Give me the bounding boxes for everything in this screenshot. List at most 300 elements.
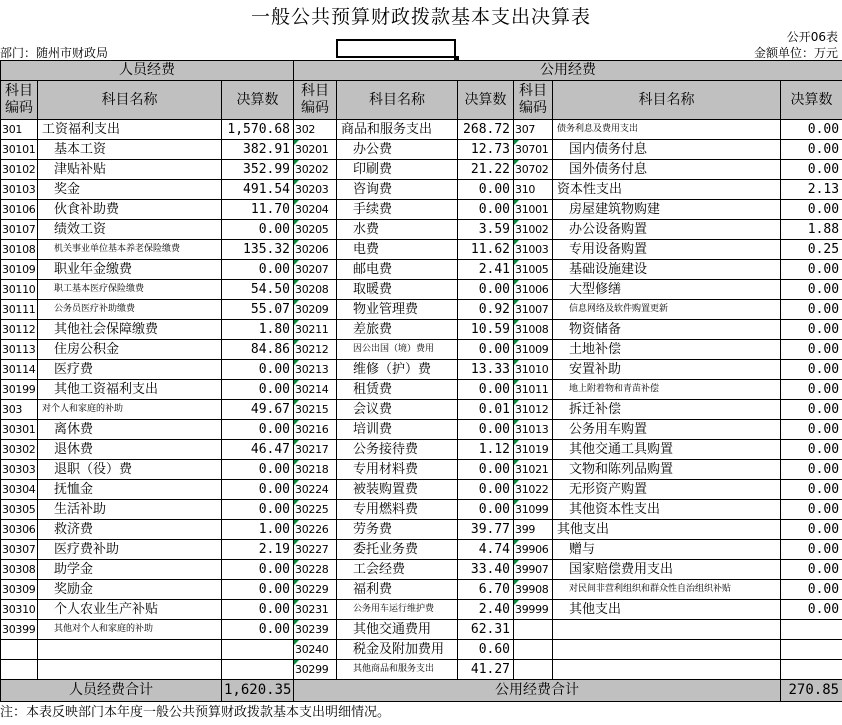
amount-cell: 135.32 bbox=[222, 240, 294, 260]
code-cell bbox=[1, 660, 38, 680]
report-title: 一般公共预算财政拨款基本支出决算表 bbox=[250, 6, 591, 28]
table-row bbox=[1, 260, 842, 280]
code-cell: 30212 bbox=[294, 340, 337, 360]
name-cell: 公务用车运行维护费 bbox=[337, 600, 458, 620]
name-cell: 维修（护）费 bbox=[337, 360, 458, 380]
amount-cell: 39.77 bbox=[458, 520, 514, 540]
amount-cell: 0.00 bbox=[222, 560, 294, 580]
amount-cell: 0.00 bbox=[781, 400, 842, 420]
name-cell: 离休费 bbox=[38, 420, 222, 440]
name-cell: 其他对个人和家庭的补助 bbox=[38, 620, 222, 640]
amount-cell: 0.00 bbox=[781, 300, 842, 320]
code-cell: 30231 bbox=[294, 600, 337, 620]
code-cell: 30218 bbox=[294, 460, 337, 480]
amount-cell: 4.74 bbox=[458, 540, 514, 560]
name-cell bbox=[38, 640, 222, 660]
name-cell: 医疗费补助 bbox=[38, 540, 222, 560]
amount-cell: 33.40 bbox=[458, 560, 514, 580]
name-cell: 赠与 bbox=[553, 540, 781, 560]
code-cell: 399 bbox=[514, 520, 553, 540]
amount-cell bbox=[781, 620, 842, 640]
amount-cell: 0.00 bbox=[781, 140, 842, 160]
code-cell: 30228 bbox=[294, 560, 337, 580]
amount-cell: 0.00 bbox=[781, 360, 842, 380]
name-cell: 咨询费 bbox=[337, 180, 458, 200]
amount-cell: 0.60 bbox=[458, 640, 514, 660]
code-cell: 30299 bbox=[294, 660, 337, 680]
col-header-amount: 决算数 bbox=[781, 81, 842, 120]
code-cell: 30199 bbox=[1, 380, 38, 400]
amount-cell: 0.00 bbox=[458, 340, 514, 360]
col-header-code: 科目编码 bbox=[514, 81, 553, 120]
table-row bbox=[1, 180, 842, 200]
personnel-total-label: 人员经费合计 bbox=[1, 680, 222, 702]
code-cell: 31003 bbox=[514, 240, 553, 260]
name-cell: 奖励金 bbox=[38, 580, 222, 600]
amount-cell: 0.00 bbox=[781, 260, 842, 280]
code-cell: 31008 bbox=[514, 320, 553, 340]
amount-cell: 0.00 bbox=[458, 420, 514, 440]
name-cell: 劳务费 bbox=[337, 520, 458, 540]
name-cell: 救济费 bbox=[38, 520, 222, 540]
table-row bbox=[1, 200, 842, 220]
code-cell: 31013 bbox=[514, 420, 553, 440]
table-row bbox=[1, 140, 842, 160]
amount-cell: 1.80 bbox=[222, 320, 294, 340]
amount-cell: 0.92 bbox=[458, 300, 514, 320]
amount-cell: 46.47 bbox=[222, 440, 294, 460]
amount-cell: 2.19 bbox=[222, 540, 294, 560]
name-cell bbox=[553, 640, 781, 660]
name-cell: 土地补偿 bbox=[553, 340, 781, 360]
amount-cell: 0.00 bbox=[222, 620, 294, 640]
amount-cell: 3.59 bbox=[458, 220, 514, 240]
form-number: 公开06表 bbox=[786, 30, 838, 44]
col-header-code: 科目编码 bbox=[294, 81, 337, 120]
name-cell: 其他资本性支出 bbox=[553, 500, 781, 520]
code-cell bbox=[514, 620, 553, 640]
name-cell: 无形资产购置 bbox=[553, 480, 781, 500]
name-cell: 差旅费 bbox=[337, 320, 458, 340]
col-header-name: 科目名称 bbox=[38, 81, 222, 120]
code-cell: 30303 bbox=[1, 460, 38, 480]
name-cell: 生活补助 bbox=[38, 500, 222, 520]
code-cell: 30111 bbox=[1, 300, 38, 320]
code-cell: 30201 bbox=[294, 140, 337, 160]
public-section-header: 公用经费 bbox=[294, 61, 842, 81]
name-cell: 物业管理费 bbox=[337, 300, 458, 320]
amount-cell: 0.00 bbox=[458, 180, 514, 200]
name-cell: 奖金 bbox=[38, 180, 222, 200]
code-cell bbox=[514, 640, 553, 660]
amount-cell bbox=[781, 660, 842, 680]
code-cell: 30304 bbox=[1, 480, 38, 500]
code-cell: 30226 bbox=[294, 520, 337, 540]
code-cell: 30211 bbox=[294, 320, 337, 340]
unit-label: 金额单位：万元 bbox=[753, 46, 838, 60]
amount-cell: 0.00 bbox=[781, 480, 842, 500]
code-cell: 30308 bbox=[1, 560, 38, 580]
code-cell: 31022 bbox=[514, 480, 553, 500]
code-cell: 30107 bbox=[1, 220, 38, 240]
amount-cell: 268.72 bbox=[458, 120, 514, 140]
code-cell: 30205 bbox=[294, 220, 337, 240]
code-cell: 31009 bbox=[514, 340, 553, 360]
amount-cell: 0.00 bbox=[222, 500, 294, 520]
name-cell: 会议费 bbox=[337, 400, 458, 420]
amount-cell bbox=[781, 640, 842, 660]
name-cell: 办公费 bbox=[337, 140, 458, 160]
name-cell: 办公设备购置 bbox=[553, 220, 781, 240]
code-cell: 30204 bbox=[294, 200, 337, 220]
code-cell: 30101 bbox=[1, 140, 38, 160]
col-header-name: 科目名称 bbox=[337, 81, 458, 120]
table-row bbox=[1, 560, 842, 580]
name-cell: 其他工资福利支出 bbox=[38, 380, 222, 400]
code-cell: 30216 bbox=[294, 420, 337, 440]
name-cell: 机关事业单位基本养老保险缴费 bbox=[38, 240, 222, 260]
name-cell: 对个人和家庭的补助 bbox=[38, 400, 222, 420]
name-cell: 国内债务付息 bbox=[553, 140, 781, 160]
table-row bbox=[1, 440, 842, 460]
amount-cell: 0.00 bbox=[781, 580, 842, 600]
amount-cell: 352.99 bbox=[222, 160, 294, 180]
code-cell: 30114 bbox=[1, 360, 38, 380]
code-cell: 302 bbox=[294, 120, 337, 140]
code-cell: 31001 bbox=[514, 200, 553, 220]
personnel-total-value: 1,620.35 bbox=[222, 680, 294, 702]
name-cell: 对民间非营利组织和群众性自治组织补贴 bbox=[553, 580, 781, 600]
name-cell: 福利费 bbox=[337, 580, 458, 600]
code-cell: 31019 bbox=[514, 440, 553, 460]
col-header-name: 科目名称 bbox=[553, 81, 781, 120]
code-cell: 30103 bbox=[1, 180, 38, 200]
code-cell: 30207 bbox=[294, 260, 337, 280]
name-cell: 基础设施建设 bbox=[553, 260, 781, 280]
table-row bbox=[1, 600, 842, 620]
code-cell: 39907 bbox=[514, 560, 553, 580]
name-cell: 退职（役）费 bbox=[38, 460, 222, 480]
name-cell: 国家赔偿费用支出 bbox=[553, 560, 781, 580]
footnote: 注：本表反映部门本年度一般公共预算财政拨款基本支出明细情况。 bbox=[0, 705, 391, 720]
name-cell: 绩效工资 bbox=[38, 220, 222, 240]
amount-cell: 0.00 bbox=[781, 280, 842, 300]
amount-cell: 2.40 bbox=[458, 600, 514, 620]
amount-cell: 0.00 bbox=[458, 480, 514, 500]
code-cell: 30227 bbox=[294, 540, 337, 560]
table-row bbox=[1, 620, 842, 640]
table-row bbox=[1, 240, 842, 260]
table-row bbox=[1, 300, 842, 320]
table-row bbox=[1, 320, 842, 340]
amount-cell: 0.00 bbox=[781, 440, 842, 460]
code-cell: 31005 bbox=[514, 260, 553, 280]
name-cell: 公务员医疗补助缴费 bbox=[38, 300, 222, 320]
col-header-amount: 决算数 bbox=[458, 81, 514, 120]
code-cell: 30106 bbox=[1, 200, 38, 220]
amount-cell: 0.00 bbox=[222, 420, 294, 440]
code-cell: 30217 bbox=[294, 440, 337, 460]
amount-cell: 0.00 bbox=[781, 320, 842, 340]
table-row bbox=[1, 280, 842, 300]
amount-cell: 0.00 bbox=[781, 520, 842, 540]
name-cell: 其他支出 bbox=[553, 600, 781, 620]
code-cell: 30307 bbox=[1, 540, 38, 560]
selected-cell[interactable] bbox=[336, 39, 456, 58]
code-cell: 31006 bbox=[514, 280, 553, 300]
amount-cell: 2.41 bbox=[458, 260, 514, 280]
code-cell: 30240 bbox=[294, 640, 337, 660]
name-cell: 其他交通费用 bbox=[337, 620, 458, 640]
name-cell: 水费 bbox=[337, 220, 458, 240]
amount-cell: 0.00 bbox=[458, 460, 514, 480]
code-cell: 30102 bbox=[1, 160, 38, 180]
code-cell: 30112 bbox=[1, 320, 38, 340]
table-row bbox=[1, 500, 842, 520]
table-row bbox=[1, 360, 842, 380]
name-cell: 税金及附加费用 bbox=[337, 640, 458, 660]
col-header-code: 科目编码 bbox=[1, 81, 38, 120]
amount-cell: 13.33 bbox=[458, 360, 514, 380]
name-cell: 住房公积金 bbox=[38, 340, 222, 360]
public-total-label: 公用经费合计 bbox=[294, 680, 781, 702]
amount-cell: 0.00 bbox=[781, 460, 842, 480]
department-label: 部门：随州市财政局 bbox=[0, 46, 109, 60]
code-cell: 30305 bbox=[1, 500, 38, 520]
amount-cell bbox=[222, 640, 294, 660]
table-row bbox=[1, 340, 842, 360]
amount-cell: 11.62 bbox=[458, 240, 514, 260]
amount-cell: 84.86 bbox=[222, 340, 294, 360]
name-cell: 个人农业生产补贴 bbox=[38, 600, 222, 620]
table-row bbox=[1, 420, 842, 440]
code-cell: 30701 bbox=[514, 140, 553, 160]
name-cell: 专用燃料费 bbox=[337, 500, 458, 520]
code-cell: 30702 bbox=[514, 160, 553, 180]
code-cell: 30229 bbox=[294, 580, 337, 600]
name-cell: 邮电费 bbox=[337, 260, 458, 280]
code-cell: 30113 bbox=[1, 340, 38, 360]
code-cell: 30213 bbox=[294, 360, 337, 380]
code-cell: 310 bbox=[514, 180, 553, 200]
table-row bbox=[1, 520, 842, 540]
name-cell bbox=[553, 620, 781, 640]
table-row bbox=[1, 640, 842, 660]
name-cell: 委托业务费 bbox=[337, 540, 458, 560]
name-cell: 公务用车购置 bbox=[553, 420, 781, 440]
code-cell: 30225 bbox=[294, 500, 337, 520]
amount-cell: 0.00 bbox=[222, 480, 294, 500]
name-cell: 其他社会保障缴费 bbox=[38, 320, 222, 340]
code-cell: 30239 bbox=[294, 620, 337, 640]
table-row bbox=[1, 220, 842, 240]
amount-cell: 0.00 bbox=[781, 200, 842, 220]
col-header-amount: 决算数 bbox=[222, 81, 294, 120]
code-cell: 31099 bbox=[514, 500, 553, 520]
amount-cell: 0.00 bbox=[222, 380, 294, 400]
name-cell: 职业年金缴费 bbox=[38, 260, 222, 280]
amount-cell: 10.59 bbox=[458, 320, 514, 340]
code-cell: 31012 bbox=[514, 400, 553, 420]
amount-cell: 0.00 bbox=[222, 600, 294, 620]
name-cell: 职工基本医疗保险缴费 bbox=[38, 280, 222, 300]
amount-cell: 491.54 bbox=[222, 180, 294, 200]
name-cell: 助学金 bbox=[38, 560, 222, 580]
amount-cell: 0.00 bbox=[781, 560, 842, 580]
code-cell: 30203 bbox=[294, 180, 337, 200]
name-cell: 信息网络及软件购置更新 bbox=[553, 300, 781, 320]
name-cell: 债务利息及费用支出 bbox=[553, 120, 781, 140]
amount-cell: 0.00 bbox=[458, 280, 514, 300]
code-cell: 30224 bbox=[294, 480, 337, 500]
name-cell: 伙食补助费 bbox=[38, 200, 222, 220]
code-cell: 301 bbox=[1, 120, 38, 140]
name-cell: 安置补助 bbox=[553, 360, 781, 380]
name-cell: 专用材料费 bbox=[337, 460, 458, 480]
table-row bbox=[1, 120, 842, 140]
name-cell: 医疗费 bbox=[38, 360, 222, 380]
name-cell: 其他交通工具购置 bbox=[553, 440, 781, 460]
amount-cell: 0.00 bbox=[781, 600, 842, 620]
name-cell: 租赁费 bbox=[337, 380, 458, 400]
amount-cell: 0.25 bbox=[781, 240, 842, 260]
amount-cell: 0.00 bbox=[781, 500, 842, 520]
table-row bbox=[1, 400, 842, 420]
amount-cell: 2.13 bbox=[781, 180, 842, 200]
code-cell: 30108 bbox=[1, 240, 38, 260]
amount-cell: 54.50 bbox=[222, 280, 294, 300]
code-cell: 30206 bbox=[294, 240, 337, 260]
name-cell bbox=[553, 660, 781, 680]
amount-cell: 12.73 bbox=[458, 140, 514, 160]
code-cell: 30109 bbox=[1, 260, 38, 280]
code-cell: 30302 bbox=[1, 440, 38, 460]
name-cell: 抚恤金 bbox=[38, 480, 222, 500]
code-cell: 30202 bbox=[294, 160, 337, 180]
name-cell: 培训费 bbox=[337, 420, 458, 440]
code-cell: 30110 bbox=[1, 280, 38, 300]
amount-cell: 0.00 bbox=[222, 580, 294, 600]
name-cell: 专用设备购置 bbox=[553, 240, 781, 260]
name-cell: 地上附着物和青苗补偿 bbox=[553, 380, 781, 400]
name-cell: 退休费 bbox=[38, 440, 222, 460]
code-cell: 39999 bbox=[514, 600, 553, 620]
expenditure-table bbox=[0, 60, 842, 702]
name-cell: 电费 bbox=[337, 240, 458, 260]
amount-cell: 55.07 bbox=[222, 300, 294, 320]
amount-cell: 0.00 bbox=[458, 500, 514, 520]
amount-cell: 0.00 bbox=[222, 260, 294, 280]
code-cell: 303 bbox=[1, 400, 38, 420]
name-cell: 工资福利支出 bbox=[38, 120, 222, 140]
amount-cell: 41.27 bbox=[458, 660, 514, 680]
name-cell: 资本性支出 bbox=[553, 180, 781, 200]
code-cell bbox=[514, 660, 553, 680]
amount-cell: 0.00 bbox=[222, 220, 294, 240]
amount-cell: 6.70 bbox=[458, 580, 514, 600]
table-row bbox=[1, 160, 842, 180]
name-cell: 其他商品和服务支出 bbox=[337, 660, 458, 680]
code-cell: 30215 bbox=[294, 400, 337, 420]
code-cell: 31011 bbox=[514, 380, 553, 400]
amount-cell: 0.00 bbox=[781, 380, 842, 400]
amount-cell: 382.91 bbox=[222, 140, 294, 160]
amount-cell: 0.00 bbox=[781, 540, 842, 560]
code-cell: 31002 bbox=[514, 220, 553, 240]
amount-cell: 21.22 bbox=[458, 160, 514, 180]
table-row bbox=[1, 480, 842, 500]
amount-cell: 0.00 bbox=[458, 200, 514, 220]
amount-cell: 49.67 bbox=[222, 400, 294, 420]
code-cell bbox=[1, 640, 38, 660]
code-cell: 30306 bbox=[1, 520, 38, 540]
code-cell: 30310 bbox=[1, 600, 38, 620]
code-cell: 30309 bbox=[1, 580, 38, 600]
amount-cell: 0.00 bbox=[222, 360, 294, 380]
name-cell: 公务接待费 bbox=[337, 440, 458, 460]
amount-cell: 0.00 bbox=[458, 380, 514, 400]
code-cell: 30301 bbox=[1, 420, 38, 440]
code-cell: 31007 bbox=[514, 300, 553, 320]
name-cell: 工会经费 bbox=[337, 560, 458, 580]
name-cell: 基本工资 bbox=[38, 140, 222, 160]
name-cell: 因公出国（境）费用 bbox=[337, 340, 458, 360]
name-cell bbox=[38, 660, 222, 680]
table-row bbox=[1, 380, 842, 400]
name-cell: 物资储备 bbox=[553, 320, 781, 340]
name-cell: 国外债务付息 bbox=[553, 160, 781, 180]
table-row bbox=[1, 660, 842, 680]
table-row bbox=[1, 540, 842, 560]
name-cell: 手续费 bbox=[337, 200, 458, 220]
amount-cell: 1,570.68 bbox=[222, 120, 294, 140]
public-total-value: 270.85 bbox=[781, 680, 842, 702]
code-cell: 39908 bbox=[514, 580, 553, 600]
name-cell: 商品和服务支出 bbox=[337, 120, 458, 140]
name-cell: 津贴补贴 bbox=[38, 160, 222, 180]
code-cell: 30399 bbox=[1, 620, 38, 640]
name-cell: 其他支出 bbox=[553, 520, 781, 540]
amount-cell: 1.12 bbox=[458, 440, 514, 460]
name-cell: 被装购置费 bbox=[337, 480, 458, 500]
name-cell: 印刷费 bbox=[337, 160, 458, 180]
code-cell: 30208 bbox=[294, 280, 337, 300]
amount-cell: 0.00 bbox=[781, 340, 842, 360]
amount-cell: 0.00 bbox=[781, 120, 842, 140]
code-cell: 30209 bbox=[294, 300, 337, 320]
name-cell: 文物和陈列品购置 bbox=[553, 460, 781, 480]
name-cell: 拆迁补偿 bbox=[553, 400, 781, 420]
amount-cell: 1.88 bbox=[781, 220, 842, 240]
code-cell: 30214 bbox=[294, 380, 337, 400]
amount-cell: 1.00 bbox=[222, 520, 294, 540]
name-cell: 大型修缮 bbox=[553, 280, 781, 300]
code-cell: 39906 bbox=[514, 540, 553, 560]
amount-cell: 0.00 bbox=[781, 160, 842, 180]
amount-cell: 62.31 bbox=[458, 620, 514, 640]
amount-cell: 0.00 bbox=[781, 420, 842, 440]
code-cell: 31010 bbox=[514, 360, 553, 380]
amount-cell: 11.70 bbox=[222, 200, 294, 220]
personnel-section-header: 人员经费 bbox=[1, 61, 294, 81]
code-cell: 31021 bbox=[514, 460, 553, 480]
amount-cell bbox=[222, 660, 294, 680]
name-cell: 取暖费 bbox=[337, 280, 458, 300]
amount-cell: 0.00 bbox=[222, 460, 294, 480]
table-row bbox=[1, 580, 842, 600]
code-cell: 307 bbox=[514, 120, 553, 140]
table-row bbox=[1, 460, 842, 480]
